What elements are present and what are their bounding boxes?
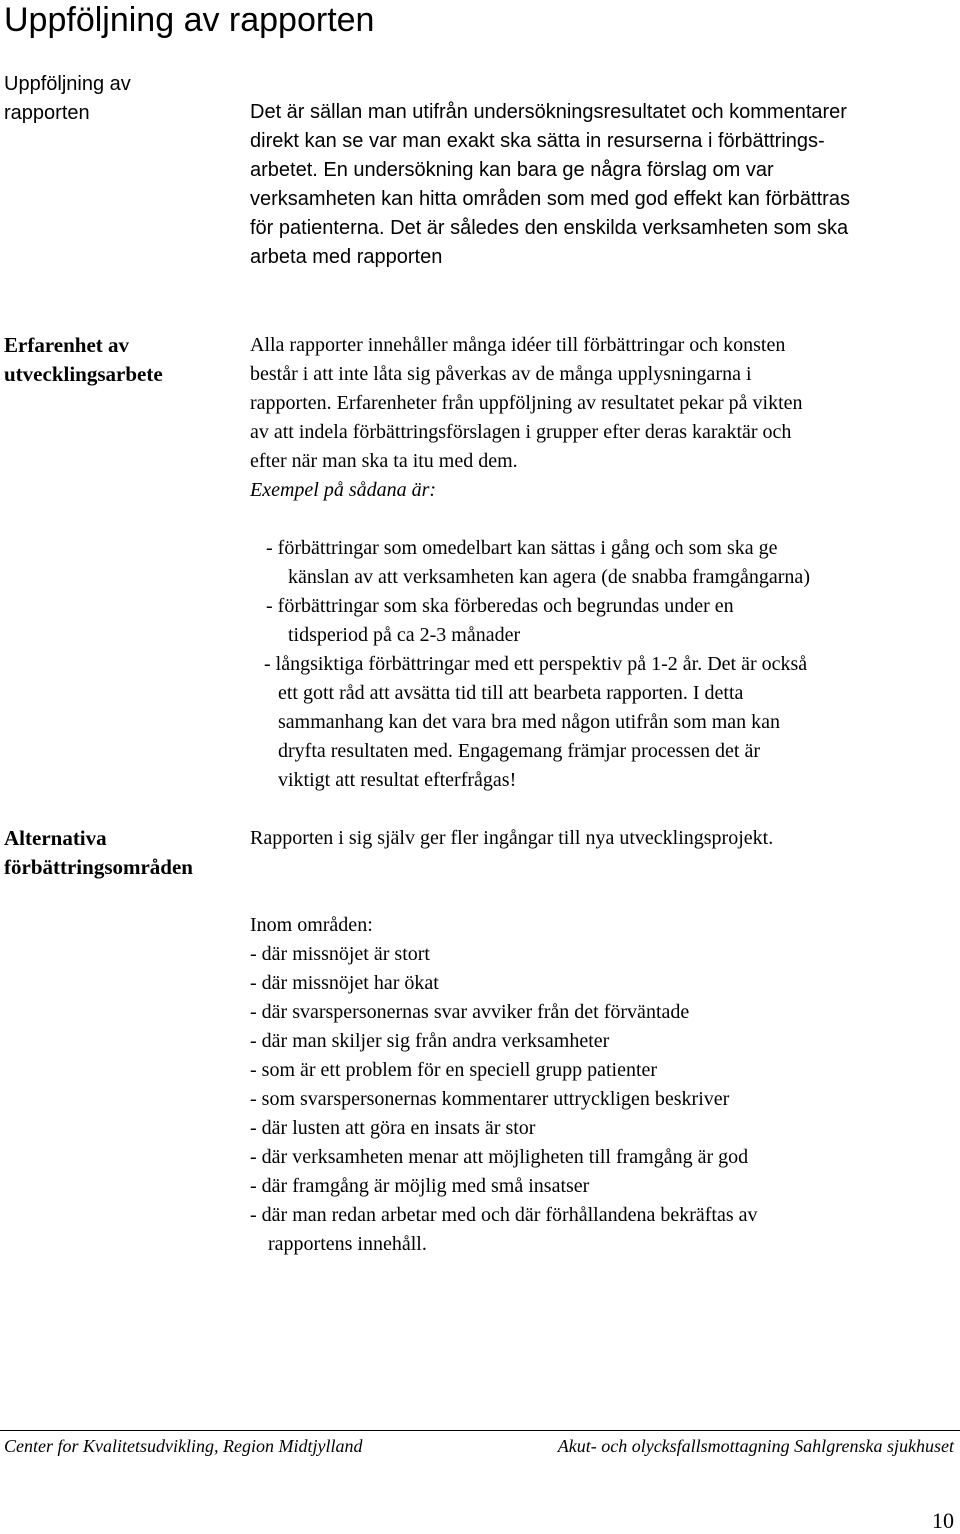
list-item: rapportens innehåll. <box>268 1233 427 1255</box>
list-item: ett gott råd att avsätta tid till att bearbeta rapporten. I detta <box>278 682 744 704</box>
section-body-erfarenhet <box>250 331 955 505</box>
paragraph-line: arbetet. En undersökning kan bara ge några förslag om var <box>250 159 774 181</box>
section-heading-line: Uppföljning av <box>4 73 131 95</box>
list-item: - där lusten att göra en insats är stor <box>250 1117 536 1139</box>
section-body-uppfoljning <box>250 98 955 272</box>
improvement-types-list <box>250 534 955 795</box>
paragraph-line: Det är sällan man utifrån undersökningsresultatet och kommentarer <box>250 101 847 123</box>
paragraph-line: rapporten. Erfarenheter från uppföljning av resultatet pekar på vikten <box>250 392 803 414</box>
paragraph-line: Rapporten i sig själv ger fler ingångar till nya utvecklingsprojekt. <box>250 827 774 849</box>
section-heading-line: utvecklingsarbete <box>4 362 163 386</box>
section-heading-line: Erfarenhet av <box>4 333 130 357</box>
section-heading-uppfoljning <box>4 70 240 128</box>
paragraph-line: direkt kan se var man exakt ska sätta in resurserna i förbättrings- <box>250 130 825 152</box>
example-label: Exempel på sådana är: <box>250 479 437 501</box>
section-heading-line: Alternativa <box>4 826 107 850</box>
page-title: Uppföljning av rapporten <box>4 1 375 39</box>
list-item: - där verksamheten menar att möjligheten till framgång är god <box>250 1146 749 1168</box>
section-heading-erfarenhet <box>4 331 240 389</box>
section-body-alternativa <box>250 824 955 853</box>
section-heading-line: förbättringsområden <box>4 855 193 879</box>
list-item: - långsiktiga förbättringar med ett perspektiv på 1-2 år. Det är också <box>264 653 808 675</box>
list-item: viktigt att resultat efterfrågas! <box>278 769 517 791</box>
list-item: känslan av att verksamheten kan agera (de snabba framgångarna) <box>288 566 810 588</box>
list-item: - där man redan arbetar med och där förhållandena bekräftas av <box>250 1204 758 1226</box>
list-item: - som svarspersonernas kommentarer uttryckligen beskriver <box>250 1088 730 1110</box>
list-item: - där framgång är möjlig med små insatser <box>250 1175 590 1197</box>
footer-organization: Center for Kvalitetsudvikling, Region Midtjylland <box>4 1436 363 1456</box>
list-item: dryfta resultaten med. Engagemang främjar processen det är <box>278 740 761 762</box>
list-item: - förbättringar som ska förberedas och begrundas under en <box>266 595 734 617</box>
section-heading-alternativa <box>4 824 240 882</box>
list-item: - där missnöjet är stort <box>250 943 430 965</box>
paragraph-line: för patienterna. Det är således den enskilda verksamheten som ska <box>250 217 849 239</box>
footer-divider <box>0 1430 960 1431</box>
section-heading-line: rapporten <box>4 102 90 124</box>
paragraph-line: arbeta med rapporten <box>250 246 443 268</box>
page-number: 10 <box>932 1508 954 1533</box>
list-title: Inom områden: <box>250 914 373 936</box>
list-item: - som är ett problem för en speciell grupp patienter <box>250 1059 658 1081</box>
paragraph-line: Alla rapporter innehåller många idéer till förbättringar och konsten <box>250 334 786 356</box>
improvement-areas-list <box>250 911 955 1259</box>
paragraph-line: efter när man ska ta itu med dem. <box>250 450 518 472</box>
list-item: - förbättringar som omedelbart kan sättas i gång och som ska ge <box>266 537 778 559</box>
paragraph-line: verksamheten kan hitta områden som med god effekt kan förbättras <box>250 188 850 210</box>
paragraph-line: består i att inte låta sig påverkas av de många upplysningarna i <box>250 363 752 385</box>
footer-department: Akut- och olycksfallsmottagning Sahlgrenska sjukhuset <box>557 1436 954 1456</box>
list-item: sammanhang kan det vara bra med någon utifrån som man kan <box>278 711 781 733</box>
list-item: - där missnöjet har ökat <box>250 972 439 994</box>
list-item: tidsperiod på ca 2-3 månader <box>288 624 521 646</box>
list-item: - där man skiljer sig från andra verksamheter <box>250 1030 610 1052</box>
list-item: - där svarspersonernas svar avviker från det förväntade <box>250 1001 690 1023</box>
paragraph-line: av att indela förbättringsförslagen i grupper efter deras karaktär och <box>250 421 792 443</box>
